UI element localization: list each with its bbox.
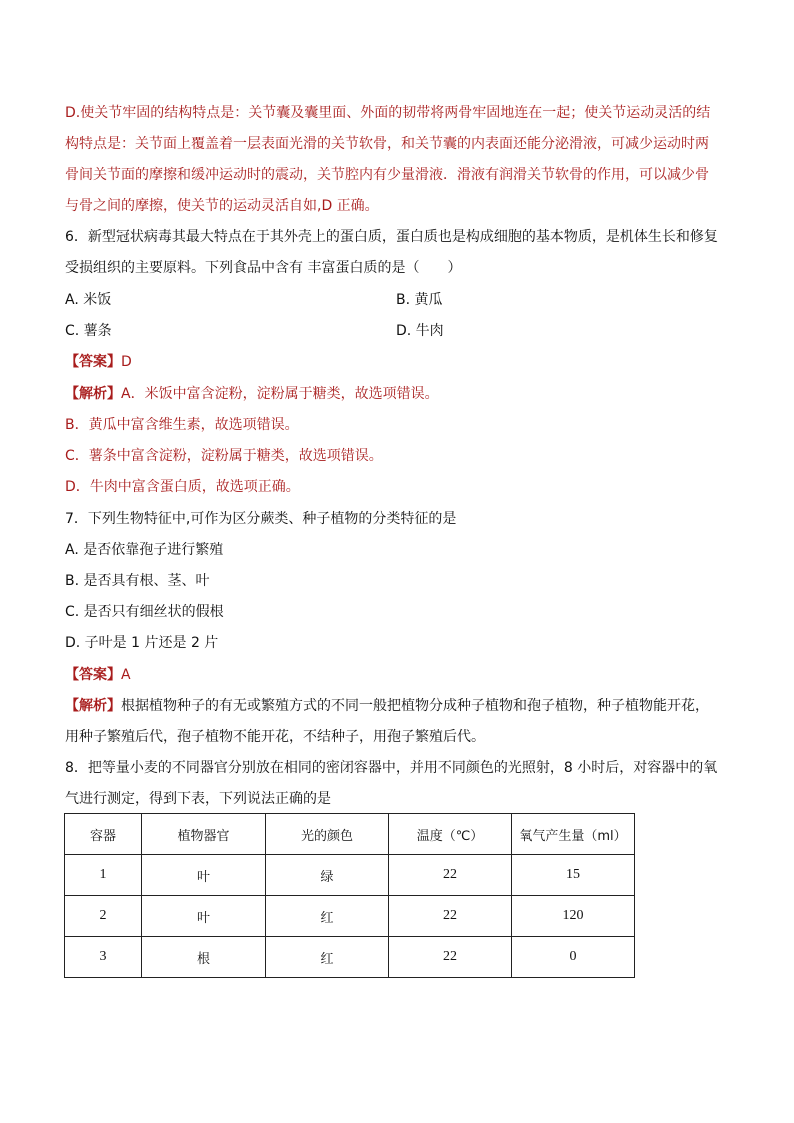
table-cell: 120: [512, 896, 635, 937]
table-cell: 红: [266, 937, 389, 978]
q6-analysis-a-text: A．米饭中富含淀粉，淀粉属于糖类，故选项错误。: [121, 386, 439, 402]
q6-option-b: B. 黄瓜: [396, 292, 443, 308]
table-cell: 2: [65, 896, 142, 937]
q7-stem: 7．下列生物特征中,可作为区分蕨类、种子植物的分类特征的是: [65, 511, 457, 527]
table-cell: 红: [266, 896, 389, 937]
q6-stem-line-1: 6．新型冠状病毒其最大特点在于其外壳上的蛋白质，蛋白质也是构成细胞的基本物质，是机体生长和修复: [65, 229, 718, 245]
q5-analysis-d-line-1: D.使关节牢固的结构特点是：关节囊及囊里面、外面的韧带将两骨牢固地连在一起；使关节运动灵活的结: [65, 105, 711, 121]
q6-answer: [65, 352, 745, 372]
q7-answer-value: A: [121, 667, 131, 683]
table-header-row: [65, 814, 635, 855]
table-cell: 1: [65, 855, 142, 896]
table-row: [65, 855, 635, 896]
q6-stem-line-2: 受损组织的主要原料。下列食品中含有 丰富蛋白质的是（ ）: [65, 260, 462, 276]
q8-stem-line-2: 气进行测定，得到下表，下列说法正确的是: [65, 791, 331, 807]
q8-data-table: [64, 813, 635, 978]
q7-analysis-line-2: 用种子繁殖后代，孢子植物不能开花，不结种子，用孢子繁殖后代。: [65, 729, 485, 745]
q7-analysis-tag: 【解析】: [65, 698, 121, 714]
q7-answer-tag: 【答案】: [65, 667, 121, 683]
q7-analysis-text-1: 根据植物种子的有无或繁殖方式的不同一般把植物分成种子植物和孢子植物，种子植物能开花，: [121, 698, 709, 714]
q6-answer-value: D: [121, 354, 132, 370]
q5-analysis-d-line-4: 与骨之间的摩擦，使关节的运动灵活自如,D 正确。: [65, 198, 379, 214]
q6-analysis-a: [65, 384, 745, 404]
table-header-cell: 温度（℃）: [389, 814, 512, 855]
q7-option-a: A. 是否依靠孢子进行繁殖: [65, 542, 224, 558]
q6-option-d: D. 牛肉: [396, 323, 444, 339]
table-cell: 22: [389, 855, 512, 896]
q6-analysis-b: B．黄瓜中富含维生素，故选项错误。: [65, 417, 299, 433]
q7-analysis-line-1: [65, 696, 745, 716]
table-header-cell: 氧气产生量（ml）: [512, 814, 635, 855]
q5-analysis-d-line-3: 骨间关节面的摩擦和缓冲运动时的震动，关节腔内有少量滑液．滑液有润滑关节软骨的作用，可以减少骨: [65, 167, 709, 183]
table-cell: 22: [389, 937, 512, 978]
q6-answer-tag: 【答案】: [65, 354, 121, 370]
table-cell: 15: [512, 855, 635, 896]
table-cell: 叶: [142, 855, 266, 896]
table-cell: 根: [142, 937, 266, 978]
table-cell: 0: [512, 937, 635, 978]
table-header-cell: 容器: [65, 814, 142, 855]
q7-option-c: C. 是否只有细丝状的假根: [65, 604, 224, 620]
table-cell: 22: [389, 896, 512, 937]
table-row: [65, 937, 635, 978]
q6-analysis-d: D．牛肉中富含蛋白质，故选项正确。: [65, 479, 300, 495]
q5-analysis-d-line-2: 构特点是：关节面上覆盖着一层表面光滑的关节软骨，和关节囊的内表面还能分泌滑液，可减少运动时两: [65, 136, 709, 152]
q6-option-a: A. 米饭: [65, 292, 112, 308]
table-header-cell: 光的颜色: [266, 814, 389, 855]
q7-option-b: B. 是否具有根、茎、叶: [65, 573, 210, 589]
q6-analysis-c: C．薯条中富含淀粉，淀粉属于糖类，故选项错误。: [65, 448, 383, 464]
table-header-cell: 植物器官: [142, 814, 266, 855]
q6-option-c: C. 薯条: [65, 323, 112, 339]
table-cell: 3: [65, 937, 142, 978]
q6-analysis-tag: 【解析】: [65, 386, 121, 402]
table-cell: 叶: [142, 896, 266, 937]
table-row: [65, 896, 635, 937]
q8-stem-line-1: 8．把等量小麦的不同器官分别放在相同的密闭容器中，并用不同颜色的光照射，8 小时后，对容器中的氧: [65, 760, 718, 776]
table-cell: 绿: [266, 855, 389, 896]
q7-answer: [65, 665, 745, 685]
q7-option-d: D. 子叶是 1 片还是 2 片: [65, 635, 219, 651]
